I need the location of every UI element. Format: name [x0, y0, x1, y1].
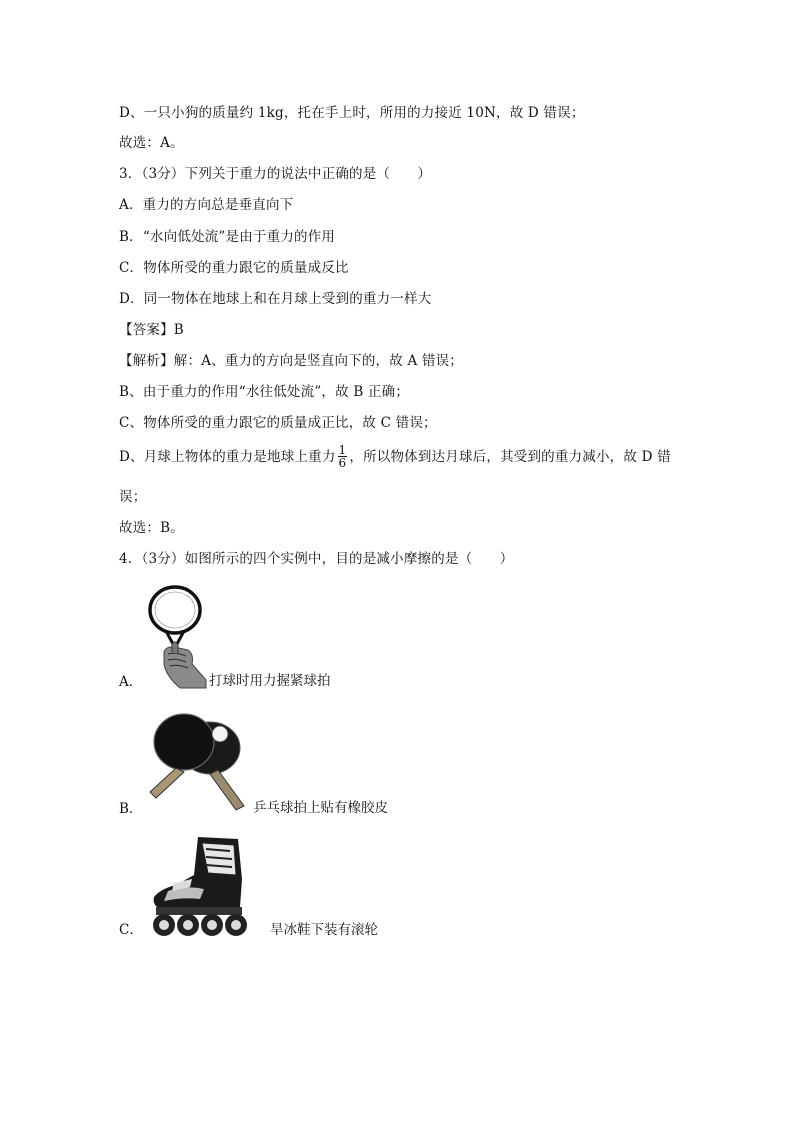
fraction-denominator: 6 [338, 456, 347, 470]
analysis-line-d-suffix: ，所以物体到达月球后，其受到的重力减小，故 D 错 [349, 449, 671, 465]
question-3-stem: 3．（3分）下列关于重力的说法中正确的是（ ） [119, 166, 432, 182]
question-3-option-a: A．重力的方向总是垂直向下 [119, 197, 294, 213]
question-3-option-c: C．物体所受的重力跟它的质量成反比 [119, 260, 349, 276]
roller-skate-image [146, 835, 250, 937]
analysis-line-d-continued: 误； [119, 489, 147, 505]
question-4-option-c-letter: C． [119, 922, 143, 938]
question-4-option-c-label: 旱冰鞋下装有滚轮 [270, 922, 378, 938]
question-4-option-a-label: 打球时用力握紧球拍 [209, 673, 331, 689]
fraction-one-sixth [338, 444, 348, 469]
text-line-d-dog: D、一只小狗的质量约 1kg，托在手上时，所用的力接近 10N，故 D 错误； [119, 105, 585, 121]
question-3-option-b: B．“水向低处流”是由于重力的作用 [119, 229, 336, 245]
analysis-line-d-prefix: D、月球上物体的重力是地球上重力 [119, 449, 336, 465]
question-4-stem: 4．（3分）如图所示的四个实例中，目的是减小摩擦的是（ ） [119, 551, 514, 567]
tennis-racket-image [144, 584, 212, 688]
question-3-option-d: D．同一物体在地球上和在月球上受到的重力一样大 [119, 291, 432, 307]
text-line-choose-a: 故选：A。 [119, 135, 184, 151]
analysis-line-b: B、由于重力的作用“水往低处流”，故 B 正确； [119, 384, 410, 400]
analysis-line-d [119, 445, 671, 470]
ping-pong-paddles-image [146, 708, 248, 812]
question-4-option-a-letter: A． [119, 674, 143, 690]
question-4-option-b-letter: B． [119, 801, 143, 817]
analysis-line-c: C、物体所受的重力跟它的质量成正比，故 C 错误； [119, 415, 437, 431]
answer-label: 【答案】B [119, 322, 184, 338]
analysis-line-a: 【解析】解：A、重力的方向是竖直向下的，故 A 错误； [119, 353, 463, 369]
text-line-choose-b: 故选：B。 [119, 520, 184, 536]
fraction-numerator: 1 [338, 443, 347, 457]
question-4-option-b-label: 乒乓球拍上贴有橡胶皮 [253, 800, 388, 816]
